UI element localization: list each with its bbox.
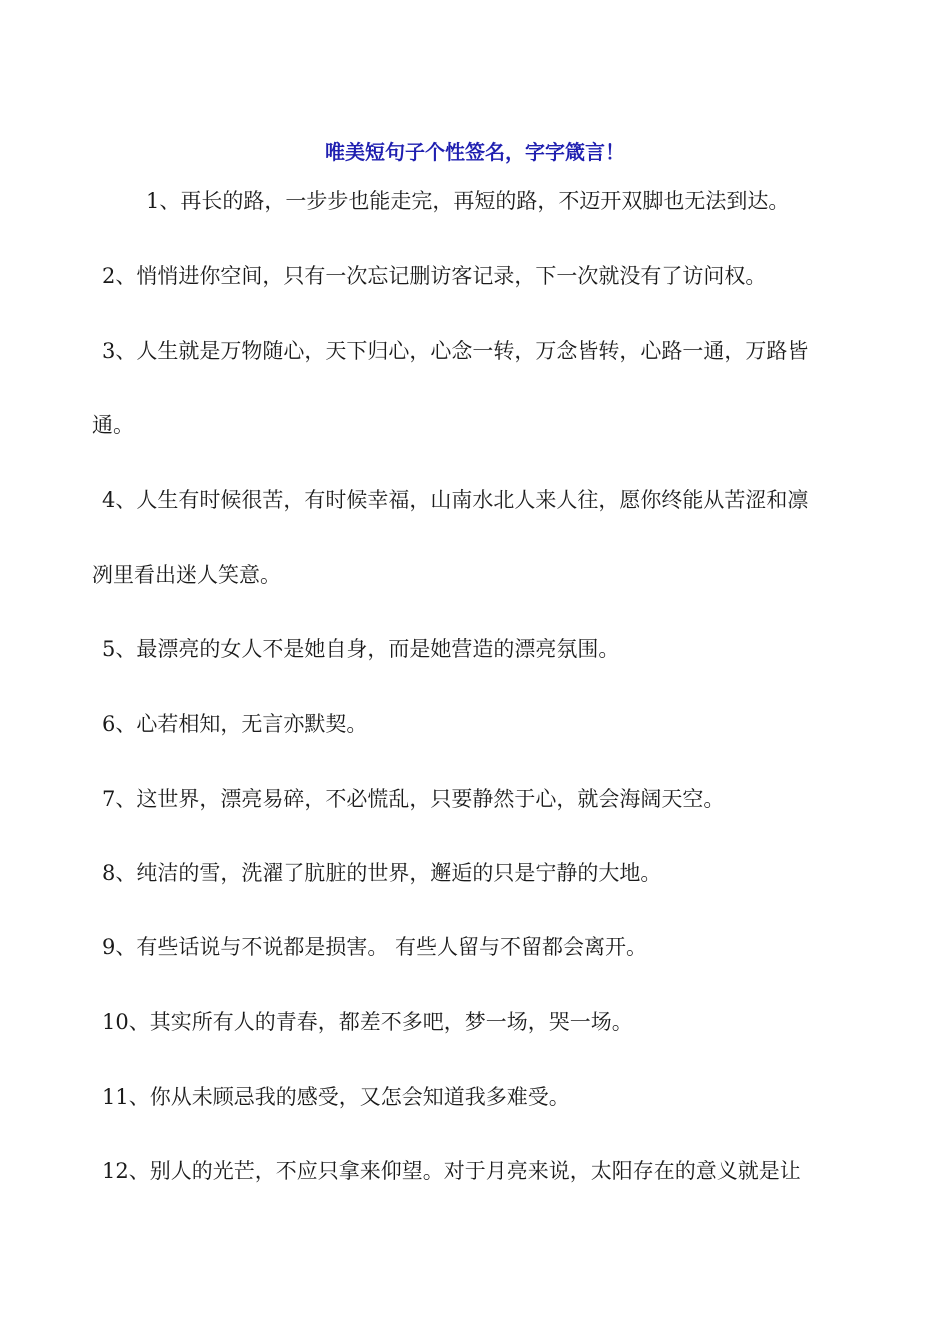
- quote-line: 4、人生有时候很苦，有时候幸福，山南水北人来人往，愿你终能从苦涩和凛: [102, 488, 809, 512]
- quote-line-continued: 冽里看出迷人笑意。: [92, 563, 281, 587]
- quote-line: 7、这世界，漂亮易碎，不必慌乱，只要静然于心，就会海阔天空。: [102, 787, 725, 811]
- quote-line: 5、最漂亮的女人不是她自身，而是她营造的漂亮氛围。: [102, 637, 620, 661]
- document-title: 唯美短句子个性签名，字字箴言！: [325, 140, 625, 164]
- quote-line: 3、人生就是万物随心，天下归心，心念一转，万念皆转，心路一通，万路皆: [102, 339, 809, 363]
- quote-line: 11、你从未顾忌我的感受，又怎会知道我多难受。: [102, 1085, 570, 1109]
- quote-line: 6、心若相知，无言亦默契。: [102, 712, 368, 736]
- quote-line-continued: 通。: [92, 413, 134, 437]
- quote-line: 1、再长的路，一步步也能走完，再短的路，不迈开双脚也无法到达。: [146, 189, 790, 213]
- quote-line: 10、其实所有人的青春，都差不多吧，梦一场，哭一场。: [102, 1010, 633, 1034]
- quote-line: 2、悄悄进你空间，只有一次忘记删访客记录，下一次就没有了访问权。: [102, 264, 767, 288]
- quote-line: 12、别人的光芒，不应只拿来仰望。对于月亮来说，太阳存在的意义就是让: [102, 1159, 801, 1183]
- quote-line: 9、有些话说与不说都是损害。 有些人留与不留都会离开。: [102, 935, 648, 959]
- quote-line: 8、纯洁的雪，洗濯了肮脏的世界，邂逅的只是宁静的大地。: [102, 861, 662, 885]
